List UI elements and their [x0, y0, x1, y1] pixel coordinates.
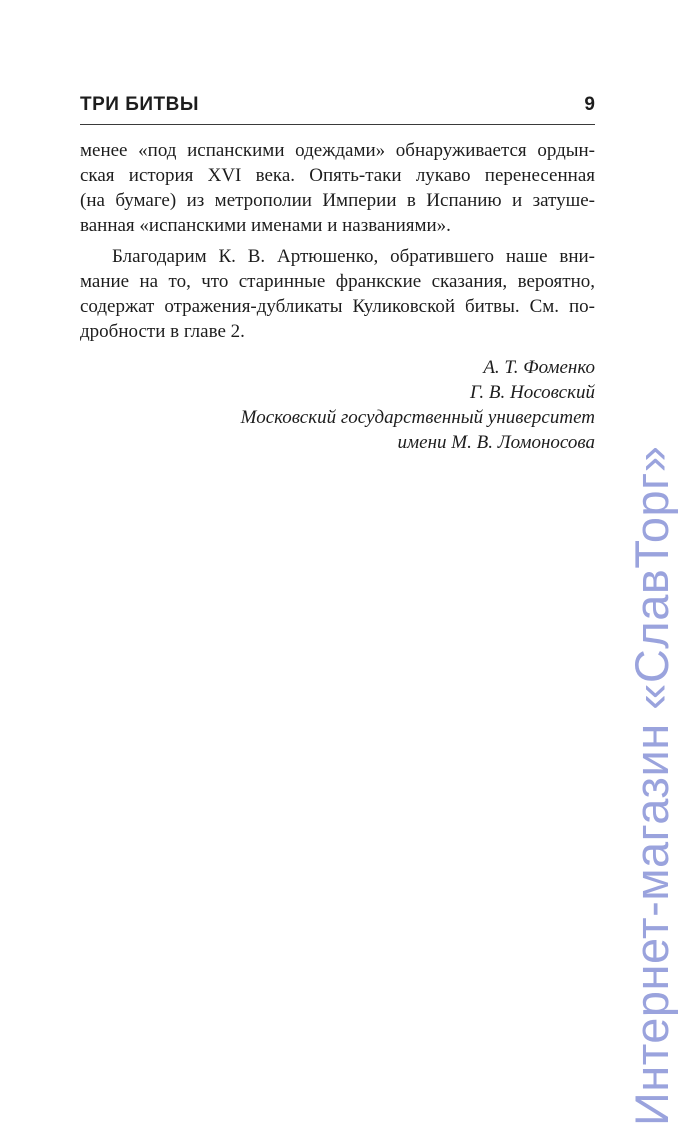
body-text — [80, 138, 595, 344]
text-line: дробности в главе 2. — [80, 321, 245, 342]
text-line: Благодарим К. В. Артюшенко, обратившего наше вни- — [112, 246, 595, 267]
text-line: менее «под испанскими одеждами» обнаруживается ордын- — [80, 140, 595, 161]
text-line: содержат отражения-дубликаты Куликовской битвы. См. по- — [80, 296, 595, 317]
text-line: ванная «испанскими именами и названиями». — [80, 215, 451, 236]
affiliation: Московский государственный университет — [240, 407, 595, 428]
store-watermark: Интернет-магазин «СлавТорг» — [625, 445, 678, 1126]
running-head — [80, 92, 595, 125]
text-line: (на бумаге) из метрополии Империи в Испанию и затуше- — [80, 190, 595, 211]
paragraph-1 — [80, 138, 595, 238]
author-name: Г. В. Носовский — [470, 382, 595, 403]
text-line: мание на то, что старинные франкские сказания, вероятно, — [80, 271, 595, 292]
running-title: ТРИ БИТВЫ — [80, 94, 199, 115]
author-name: А. Т. Фоменко — [483, 357, 595, 378]
signature-block — [241, 355, 595, 455]
affiliation: имени М. В. Ломоносова — [397, 432, 595, 453]
paragraph-2 — [80, 244, 595, 344]
text-line: ская история XVI века. Опять-таки лукаво перенесенная — [80, 165, 595, 186]
page-number: 9 — [584, 94, 595, 115]
